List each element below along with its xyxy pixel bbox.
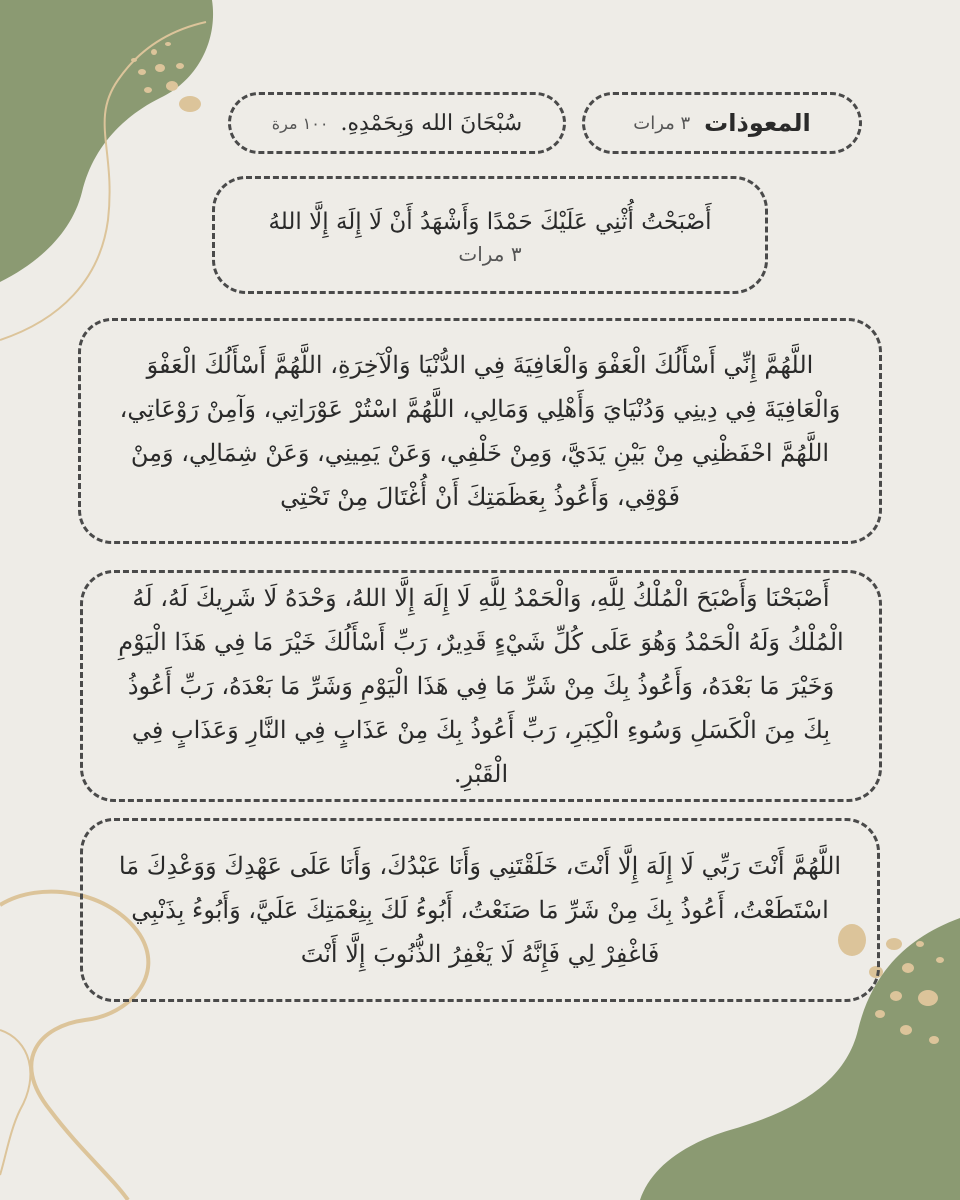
dhikr-card-ashhadu — [212, 176, 768, 294]
dhikr-text: أَصْبَحْنَا وَأَصْبَحَ الْمُلْكُ لِلَّهِ، وَالْحَمْدُ لِلَّهِ لَا إِلَهَ إِلَّا اللهُ، وَحْدَهُ لَا شَرِيكَ لَهُ، لَهُ الْمُلْكُ وَلَهُ الْحَمْدُ وَهُوَ عَلَى كُلِّ شَيْءٍ قَدِيرٌ، رَبِّ أَسْأَلُكَ خَيْرَ مَا فِي هَذَا الْيَوْمِ وَخَيْرَ مَا بَعْدَهُ، وَأَعُوذُ بِكَ مِنْ شَرِّ مَا فِي هَذَا الْيَوْمِ وَشَرِّ مَا بَعْدَهُ، رَبِّ أَعُوذُ بِكَ مِنَ الْكَسَلِ وَسُوءِ الْكِبَرِ، رَبِّ أَعُوذُ بِكَ مِنْ عَذَابٍ فِي النَّارِ وَعَذَابٍ فِي الْقَبْرِ. — [118, 584, 844, 788]
dhikr-count: ٣ مرات — [458, 242, 522, 266]
dhikr-text: اللَّهُمَّ أَنْتَ رَبِّي لَا إِلَهَ إِلَّا أَنْتَ، خَلَقْتَنِي وَأَنَا عَبْدُكَ، وَأَنَا عَلَى عَهْدِكَ وَوَعْدِكَ مَا اسْتَطَعْتُ، أَعُوذُ بِكَ مِنْ شَرِّ مَا صَنَعْتُ، أَبُوءُ لَكَ بِنِعْمَتِكَ عَلَيَّ، وَأَبُوءُ بِذَنْبِي فَاغْفِرْ لِي فَإِنَّهُ لَا يَغْفِرُ الذُّنُوبَ إِلَّا أَنْتَ — [118, 852, 842, 968]
tasbih-pill — [228, 92, 566, 154]
dhikr-card-asbahna — [80, 570, 882, 802]
muawwidhat-pill — [582, 92, 862, 154]
tan-curve-bottom-inner — [0, 1030, 30, 1175]
tasbih-label: سُبْحَانَ الله وَبِحَمْدِهِ. — [340, 110, 523, 136]
tasbih-count: ١٠٠ مرة — [271, 113, 329, 133]
dhikr-text: اللَّهُمَّ إِنِّي أَسْأَلُكَ الْعَفْوَ وَالْعَافِيَةَ فِي الدُّنْيَا وَالْآخِرَةِ، اللَّهُمَّ أَسْأَلُكَ الْعَفْوَ وَالْعَافِيَةَ فِي دِينِي وَدُنْيَايَ وَأَهْلِي وَمَالِي، اللَّهُمَّ اسْتُرْ عَوْرَاتِي، وَآمِنْ رَوْعَاتِي، اللَّهُمَّ احْفَظْنِي مِنْ بَيْنِ يَدَيَّ، وَمِنْ خَلْفِي، وَعَنْ يَمِينِي، وَعَنْ شِمَالِي، وَمِنْ فَوْقِي، وَأَعُوذُ بِعَظَمَتِكَ أَنْ أُغْتَالَ مِنْ تَحْتِي — [119, 351, 841, 511]
muawwidhat-label: المعوذات — [704, 109, 811, 137]
dhikr-card-sayyid-al-istighfar — [80, 818, 880, 1002]
dhikr-card-afiyah — [78, 318, 882, 544]
muawwidhat-count: ٣ مرات — [633, 112, 691, 134]
dhikr-text: أَصْبَحْتُ أُثْنِي عَلَيْكَ حَمْدًا وَأَشْهَدُ أَنْ لَا إِلَهَ إِلَّا اللهُ — [268, 209, 712, 235]
